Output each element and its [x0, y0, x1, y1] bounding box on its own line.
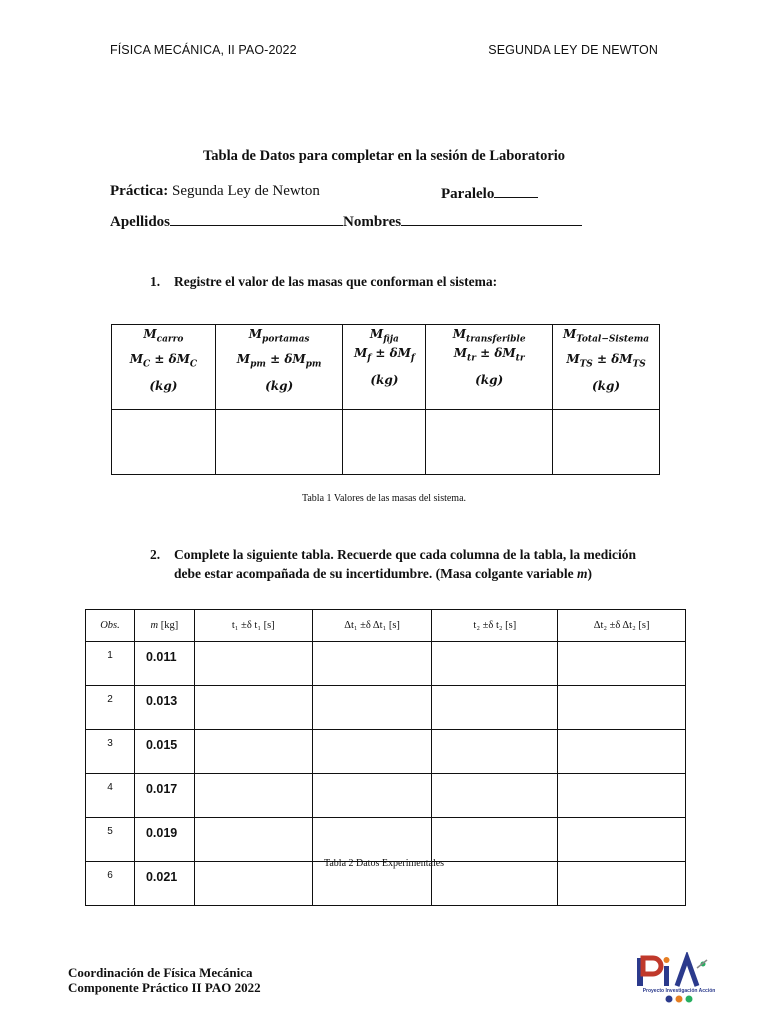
- apellidos-blank[interactable]: [170, 211, 343, 226]
- question-2-line2: debe estar acompañada de su incertidumbre. (Masa colgante variable: [174, 566, 577, 581]
- table-row: [86, 686, 686, 730]
- t2-cell[interactable]: [432, 774, 558, 818]
- paralelo-label: Paralelo: [441, 186, 495, 202]
- dt2-cell[interactable]: [558, 818, 686, 862]
- header-m-fija: $M_{fija}$ $M_f \pm \delta M_f$ (kg): [343, 325, 426, 410]
- page-title: Tabla de Datos para completar en la sesión de Laboratorio: [202, 148, 566, 164]
- t2-cell[interactable]: [432, 686, 558, 730]
- question-2-line1: Complete la siguiente tabla. Recuerde que cada columna de la tabla, la medición: [174, 547, 636, 562]
- practica-label: Práctica:: [110, 183, 169, 199]
- entry-m-total-sistema[interactable]: [553, 410, 660, 475]
- table-row: [86, 774, 686, 818]
- dt1-cell[interactable]: [312, 774, 432, 818]
- col-t2: t₂ ±δ t₂ [s]: [432, 610, 558, 642]
- obs-cell: 3: [86, 730, 135, 774]
- table-row: [86, 642, 686, 686]
- header-m-carro: $M_{carro}$ $M_C \pm \delta M_C$ (kg): [112, 325, 216, 410]
- obs-cell: 6: [86, 862, 135, 906]
- experimental-header-row: [86, 610, 686, 642]
- question-2: 2. Complete la siguiente tabla. Recuerde que cada columna de la tabla, la medición debe estar acompañada de su incertidumbre. (Masa colgante variable m): [150, 547, 636, 581]
- masses-header-row: [112, 325, 660, 410]
- dt1-cell[interactable]: [312, 818, 432, 862]
- col-t1: t₁ ±δ t₁ [s]: [194, 610, 312, 642]
- table-row: [86, 730, 686, 774]
- dt2-cell[interactable]: [558, 686, 686, 730]
- dt1-cell[interactable]: [312, 686, 432, 730]
- obs-cell: 1: [86, 642, 135, 686]
- obs-cell: 2: [86, 686, 135, 730]
- dt1-cell[interactable]: [312, 730, 432, 774]
- t1-cell[interactable]: [194, 730, 312, 774]
- t1-cell[interactable]: [194, 818, 312, 862]
- t2-cell[interactable]: [432, 818, 558, 862]
- entry-m-transferible[interactable]: [426, 410, 553, 475]
- names-line: [110, 211, 582, 231]
- footer-line-1: Coordinación de Física Mecánica: [68, 965, 253, 980]
- nombres-label: Nombres: [343, 214, 402, 230]
- col-dt1: Δt₁ ±δ Δt₁ [s]: [312, 610, 432, 642]
- table-2-caption: Tabla 2 Datos Experimentales: [323, 858, 445, 869]
- col-obs: Obs.: [86, 610, 135, 642]
- mass-cell: 0.011: [134, 642, 194, 686]
- header-topic: SEGUNDA LEY DE NEWTON: [488, 43, 658, 57]
- entry-m-carro[interactable]: [112, 410, 216, 475]
- mass-cell: 0.015: [134, 730, 194, 774]
- header-course: FÍSICA MECÁNICA, II PAO-2022: [110, 43, 297, 57]
- apellidos-label: Apellidos: [110, 214, 171, 230]
- table-row: [86, 818, 686, 862]
- pia-logo-icon: [633, 952, 725, 1004]
- dt2-cell[interactable]: [558, 730, 686, 774]
- practica-value: Segunda Ley de Newton: [172, 183, 320, 199]
- header-m-portamas: $M_{portamas}$ $M_{pm} \pm \delta M_{pm}$ (kg): [215, 325, 343, 410]
- footer: [68, 965, 261, 995]
- dt2-cell[interactable]: [558, 774, 686, 818]
- entry-m-fija[interactable]: [343, 410, 426, 475]
- footer-line-2: Componente Práctico II PAO 2022: [68, 980, 261, 995]
- mass-cell: 0.021: [134, 862, 194, 906]
- header-m-transferible: $M_{transferible}$ $M_{tr} \pm \delta M_{tr}$ (kg): [426, 325, 553, 410]
- mass-cell: 0.019: [134, 818, 194, 862]
- paralelo-line: [441, 183, 538, 203]
- t1-cell[interactable]: [194, 686, 312, 730]
- question-2-var: m: [576, 566, 588, 581]
- header-m-total-sistema: $M_{Total-Sistema}$ $M_{TS} \pm \delta M_{TS}$ (kg): [553, 325, 660, 410]
- t1-cell[interactable]: [194, 774, 312, 818]
- obs-cell: 5: [86, 818, 135, 862]
- col-dt2: Δt₂ ±δ Δt₂ [s]: [558, 610, 686, 642]
- question-1-text: Registre el valor de las masas que conforman el sistema:: [174, 274, 498, 289]
- mass-cell: 0.013: [134, 686, 194, 730]
- practica-line: [110, 183, 320, 200]
- masses-table: [111, 324, 660, 475]
- t2-cell[interactable]: [432, 730, 558, 774]
- col-m: m [kg]: [134, 610, 194, 642]
- dt2-cell[interactable]: [558, 642, 686, 686]
- question-1: [150, 272, 497, 291]
- question-1-number: 1.: [150, 274, 161, 289]
- nombres-blank[interactable]: [401, 211, 582, 226]
- question-2-number: 2.: [150, 547, 161, 562]
- t1-cell[interactable]: [194, 642, 312, 686]
- dt1-cell[interactable]: [312, 642, 432, 686]
- entry-m-portamas[interactable]: [215, 410, 343, 475]
- mass-cell: 0.017: [134, 774, 194, 818]
- paralelo-blank[interactable]: [494, 183, 538, 198]
- masses-entry-row: [112, 410, 660, 475]
- obs-cell: 4: [86, 774, 135, 818]
- t2-cell[interactable]: [432, 642, 558, 686]
- table-1-caption: Tabla 1 Valores de las masas del sistema.: [301, 493, 467, 504]
- logo-text: Proyecto Investigación Acción: [642, 988, 716, 994]
